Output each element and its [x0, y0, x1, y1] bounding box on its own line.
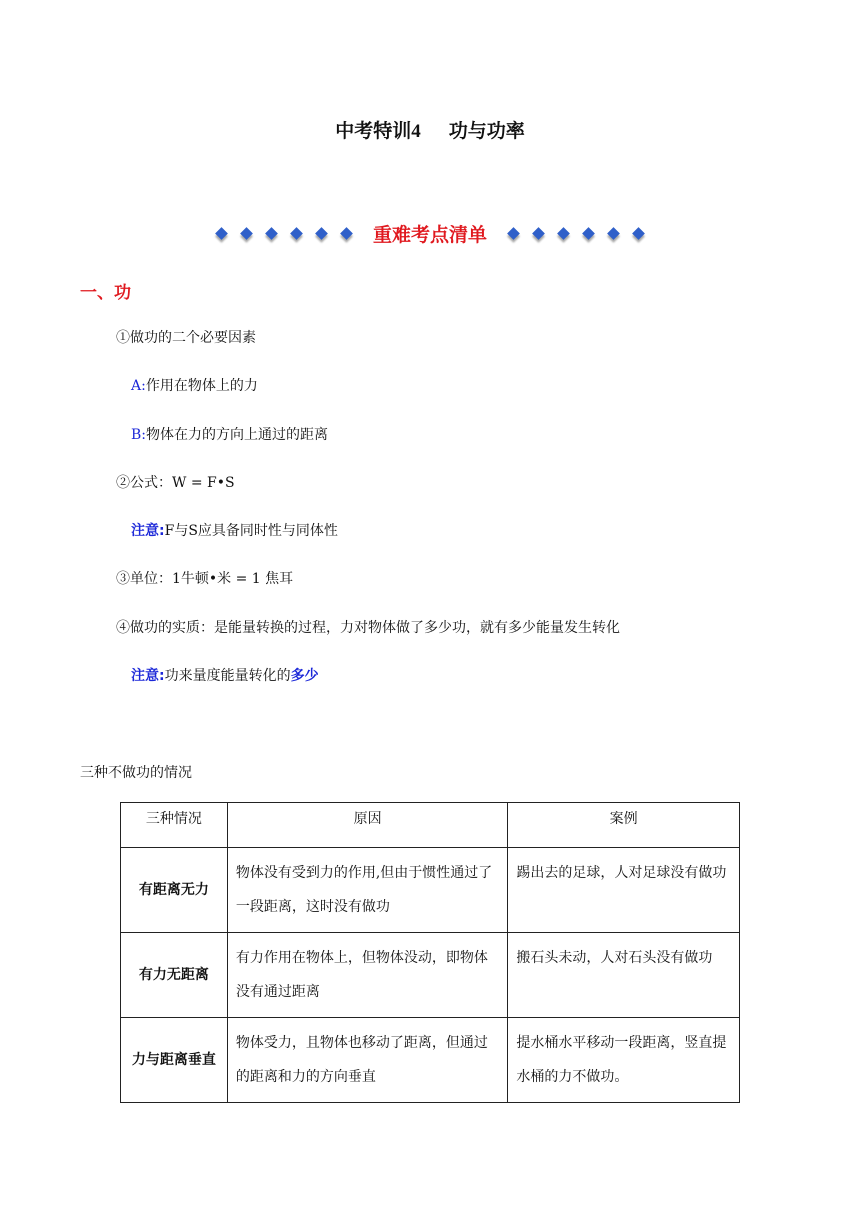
header-case: 三种情况	[121, 803, 228, 848]
title-part2: 功与功率	[448, 120, 525, 142]
row-label: 力与距离垂直	[121, 1018, 228, 1103]
section-heading: 一、功	[80, 283, 131, 303]
row-label: 有力无距离	[121, 933, 228, 1018]
table-caption: 三种不做功的情况	[80, 765, 192, 781]
header-example: 案例	[508, 803, 740, 848]
diamond-icon	[215, 227, 228, 240]
header-reason: 原因	[227, 803, 508, 848]
right-diamond-decoration	[501, 229, 651, 238]
point-b	[131, 424, 328, 444]
table-header-row	[121, 803, 740, 848]
left-diamond-decoration	[209, 229, 359, 238]
diamond-icon	[290, 227, 303, 240]
table-row	[121, 1018, 740, 1103]
point-3: ③单位：1牛顿•米 = 1 焦耳	[116, 571, 294, 587]
page-title	[0, 116, 860, 143]
row-example: 提水桶水平移动一段距离，竖直提水桶的力不做功。	[508, 1018, 740, 1103]
diamond-icon	[632, 227, 645, 240]
diamond-icon	[315, 227, 328, 240]
note-2-text: 功来量度能量转化的	[164, 668, 291, 684]
note-2-label: 注意:	[131, 668, 165, 684]
point-b-text: 物体在力的方向上通过的距离	[146, 427, 329, 443]
point-1: ①做功的二个必要因素	[116, 330, 256, 346]
row-reason: 物体没有受到力的作用,但由于惯性通过了一段距离，这时没有做功	[227, 848, 508, 933]
point-a-label: A:	[131, 378, 146, 394]
point-2: ②公式：W = F•S	[116, 475, 235, 491]
point-a	[131, 375, 258, 395]
row-reason: 物体受力，且物体也移动了距离，但通过的距离和力的方向垂直	[227, 1018, 508, 1103]
title-number: 4	[411, 121, 421, 142]
diamond-icon	[340, 227, 353, 240]
diamond-icon	[532, 227, 545, 240]
diamond-icon	[607, 227, 620, 240]
table-row	[121, 933, 740, 1018]
row-example: 踢出去的足球，人对足球没有做功	[508, 848, 740, 933]
no-work-cases-table	[120, 802, 740, 1103]
note-2-emphasis: 多少	[290, 668, 319, 684]
diamond-icon	[582, 227, 595, 240]
row-label: 有距离无力	[121, 848, 228, 933]
title-part1: 中考特训	[335, 120, 412, 142]
diamond-icon	[557, 227, 570, 240]
table-row	[121, 848, 740, 933]
note-2	[131, 665, 319, 685]
note-1-label: 注意:	[131, 523, 165, 539]
point-4: ④做功的实质：是能量转换的过程，力对物体做了多少功，就有多少能量发生转化	[116, 620, 620, 636]
note-1	[131, 520, 338, 540]
point-a-text: 作用在物体上的力	[145, 378, 258, 394]
note-1-text: F与S应具备同时性与同体性	[164, 523, 338, 539]
diamond-icon	[507, 227, 520, 240]
point-b-label: B:	[131, 427, 147, 443]
row-example: 搬石头未动，人对石头没有做功	[508, 933, 740, 1018]
section-banner	[0, 220, 860, 247]
banner-title: 重难考点清单	[372, 224, 487, 246]
diamond-icon	[265, 227, 278, 240]
row-reason: 有力作用在物体上，但物体没动，即物体没有通过距离	[227, 933, 508, 1018]
diamond-icon	[240, 227, 253, 240]
